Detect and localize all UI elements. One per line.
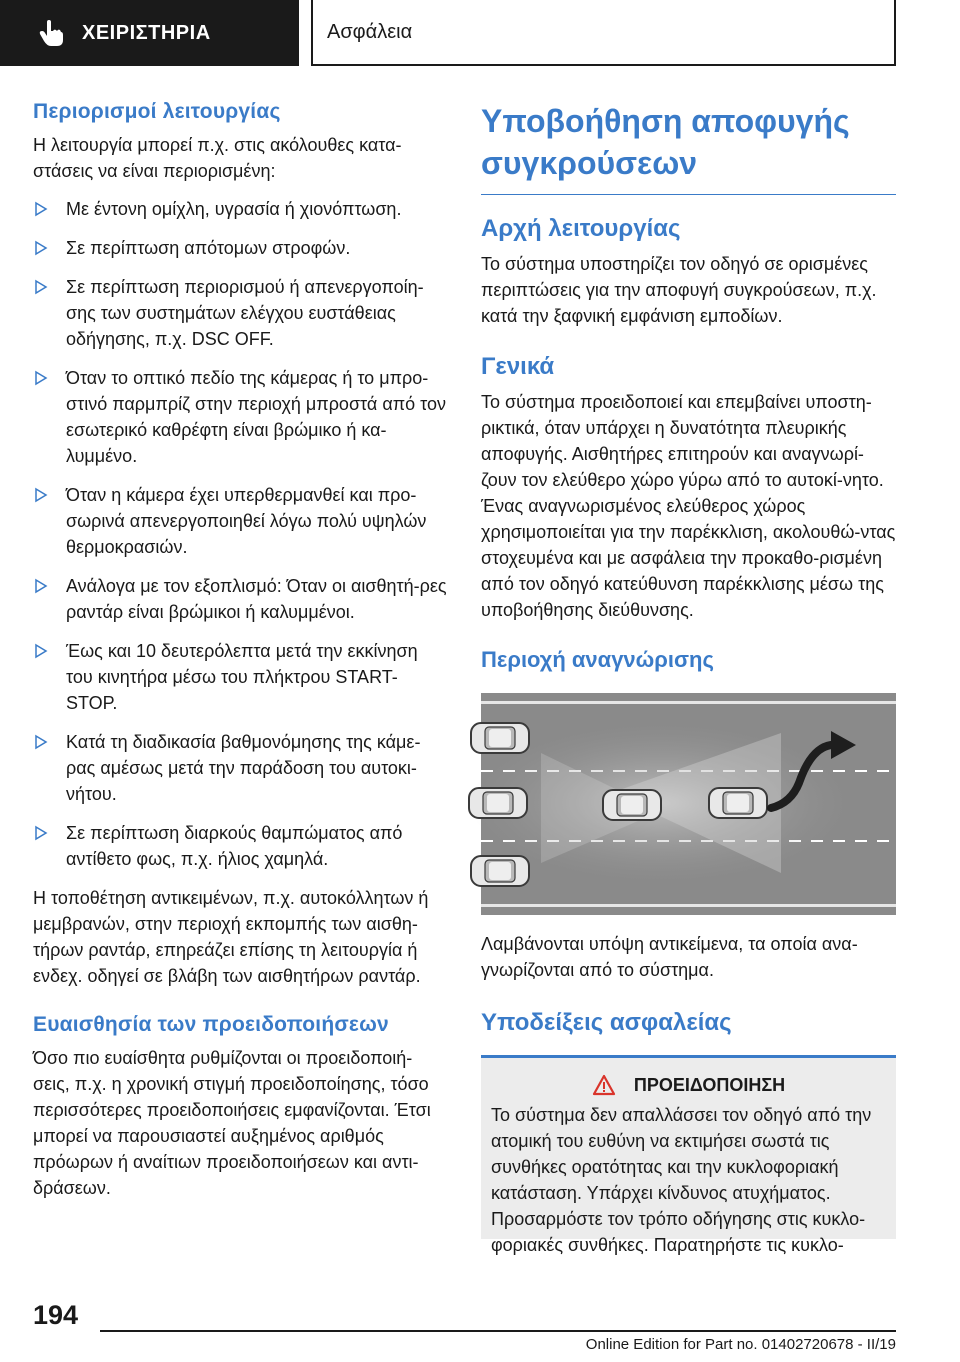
warning-box	[481, 1055, 896, 1255]
triangle-bullet-icon	[35, 241, 47, 255]
detection-caption: Λαμβάνονται υπόψη αντικείμενα, τα οποία ανα-γνωρίζονται από το σύστημα.	[481, 934, 858, 980]
sensitivity-heading: Ευαισθησία των προειδοποιήσεων	[33, 1013, 389, 1036]
limits-intro: Η λειτουργία μπορεί π.χ. στις ακόλουθες κατα-στάσεις να είναι περιορισμένη:	[33, 135, 402, 181]
principle-text: Το σύστημα υποστηρίζει τον οδηγό σε ορισμένες περιπτώσεις για την αποφυγή συγκρούσεων, π.χ. κατά την ξαφνική εμφάνιση εμποδίων.	[481, 254, 877, 326]
triangle-bullet-icon	[35, 488, 47, 502]
list-item: Όταν το οπτικό πεδίο της κάμερας ή το μπρο-στινό παρμπρίζ στην περιοχή μπροστά από τον εσωτερικό καθρέφτη είναι βρώμικο ή κα-λυμμένο.	[33, 365, 449, 469]
detection-area-diagram	[481, 693, 896, 915]
warning-triangle-icon	[592, 1074, 616, 1096]
right-column	[481, 100, 896, 1255]
list-item: Όταν η κάμερα έχει υπερθερμανθεί και προ-σωρινά απενεργοποιηθεί λόγω πολύ υψηλών θερμοκρασιών.	[33, 482, 449, 560]
safety-heading: Υποδείξεις ασφαλείας	[481, 1009, 732, 1036]
manual-tab-label: ΧΕΙΡΙΣΤΗΡΙΑ	[82, 21, 211, 44]
triangle-bullet-icon	[35, 371, 47, 385]
warning-title: ΠΡΟΕΙΔΟΠΟΙΗΣΗ	[491, 1074, 886, 1096]
triangle-bullet-icon	[35, 579, 47, 593]
manual-tab[interactable]	[0, 0, 299, 66]
main-title: Υποβοήθηση αποφυγής συγκρούσεων	[481, 100, 896, 195]
general-heading: Γενικά	[481, 353, 555, 380]
limits-heading: Περιορισμοί λειτουργίας	[33, 100, 281, 123]
principle-heading: Αρχή λειτουργίας	[481, 215, 681, 242]
triangle-bullet-icon	[35, 735, 47, 749]
page-header	[0, 0, 960, 66]
list-item: Έως και 10 δευτερόλεπτα μετά την εκκίνηση του κινητήρα μέσω του πλήκτρου START-STOP.	[33, 638, 449, 716]
triangle-bullet-icon	[35, 644, 47, 658]
list-item: Κατά τη διαδικασία βαθμονόμησης της κάμε-ρας αμέσως μετά την παράδοση του αυτοκι-νήτου.	[33, 729, 449, 807]
triangle-bullet-icon	[35, 202, 47, 216]
edition-text: Online Edition for Part no. 01402720678 - II/19	[585, 1336, 896, 1353]
list-item: Σε περίπτωση περιορισμού ή απενεργοποίη-σης των συστημάτων ελέγχου ευστάθειας οδήγησης, π.χ. DSC OFF.	[33, 274, 449, 352]
list-item: Με έντονη ομίχλη, υγρασία ή χιονόπτωση.	[33, 196, 449, 222]
general-text: Το σύστημα προειδοποιεί και επεμβαίνει υποστη-ρικτικά, όταν υπάρχει η δυνατότητα πλευρικής αποφυγής. Αισθητήρες επιτηρούν και αναγνωρί-ζουν τον ελεύθερο χώρο γύρω από το αυτοκί-νητο. Ένας αναγνωρισμένος ελεύθερος χώρος χρησιμοποιείται για την παρέκκλιση, ακολουθώ-ντας στοχευμένα και με ασφάλεια την προκαθο-ρισμένη από τον οδηγό κατεύθυνση παρέκκλισης μέσω της υποβοήθησης διεύθυνσης.	[481, 392, 896, 620]
list-item: Σε περίπτωση απότομων στροφών.	[33, 235, 449, 261]
detection-heading: Περιοχή αναγνώρισης	[481, 647, 714, 672]
touch-hand-icon	[38, 19, 64, 47]
triangle-bullet-icon	[35, 280, 47, 294]
triangle-bullet-icon	[35, 826, 47, 840]
limits-list	[33, 196, 449, 872]
list-item: Ανάλογα με τον εξοπλισμό: Όταν οι αισθητή-ρες ραντάρ είναι βρώμικοι ή καλυμμένοι.	[33, 573, 449, 625]
footer-divider	[100, 1330, 896, 1332]
left-column	[33, 100, 449, 1201]
section-label: Ασφάλεια	[311, 0, 896, 66]
limits-outro: Η τοποθέτηση αντικειμένων, π.χ. αυτοκόλλητων ή μεμβρανών, στην περιοχή εκπομπής των αισθη-τήρων ραντάρ, επηρεάζει επίσης τη λειτουργία ή ενδεχ. οδηγεί σε βλάβη των αισθητήρων ραντάρ.	[33, 888, 429, 986]
sensitivity-text: Όσο πιο ευαίσθητα ρυθμίζονται οι προειδοποιή-σεις, π.χ. η χρονική στιγμή προειδοποίησης, τόσο περισσότερες προειδοποιήσεις εμφανίζονται. Έτσι μπορεί να παρουσιαστεί αυξημένος αριθμός πρόωρων ή αναίτιων προειδοποιήσεων και αντι-δράσεων.	[33, 1048, 431, 1198]
page-number: 194	[33, 1300, 79, 1330]
list-item: Σε περίπτωση διαρκούς θαμπώματος από αντίθετο φως, π.χ. ήλιος χαμηλά.	[33, 820, 449, 872]
warning-text: Το σύστημα δεν απαλλάσσει τον οδηγό από την ατομική του ευθύνη να εκτιμήσει σωστά τις συνθήκες ορατότητας και την κυκλοφοριακή κατάσταση. Υπάρχει κίνδυνος ατυχήματος. Προσαρμόστε τον τρόπο οδήγησης στις κυκλο-φοριακές συνθήκες. Παρατηρήστε τις κυκλο-	[491, 1105, 872, 1255]
